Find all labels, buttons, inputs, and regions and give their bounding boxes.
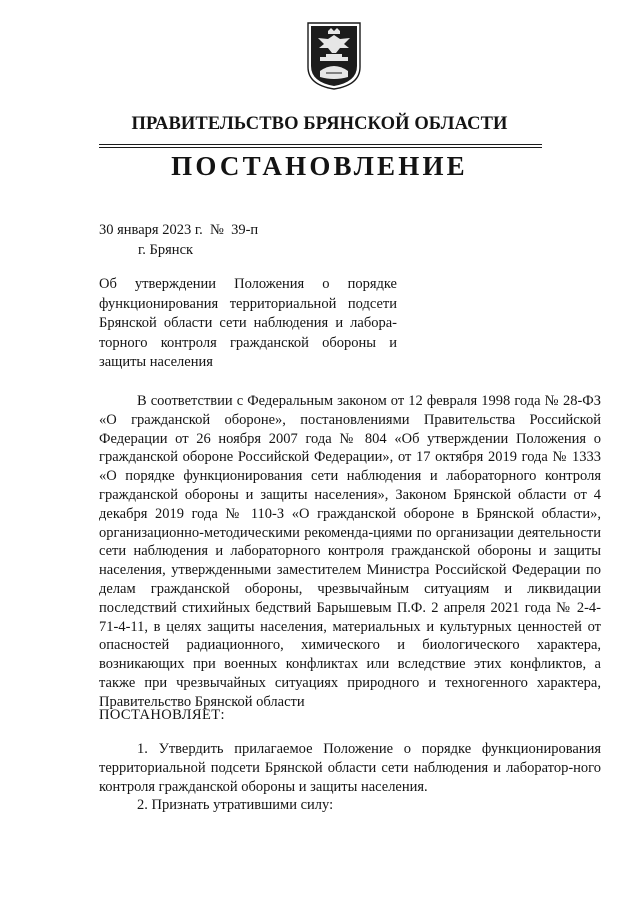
decree-item-2: 2. Признать утратившими силу:: [137, 797, 334, 814]
decree-item-1: 1. Утвердить прилагаемое Положение о порядке функционирования территориальной подсети Брянской области сети наблюдения и лаборатор-ного контроля гражданской обороны и защиты населения.: [99, 741, 601, 795]
place-of-issue: г. Брянск: [138, 242, 194, 258]
document-type-title: ПОСТАНОВЛЕНИЕ: [171, 151, 468, 181]
preamble-paragraph: В соответствии с Федеральным законом от 12 февраля 1998 года № 28-ФЗ «О гражданской обороне», постановлениями Правительства Российской Федерации от 26 ноября 2007 года № 804 «Об утверждении Положения о гражданской обороне Российской Федерации», от 17 октября 2019 года № 1333 «О порядке функционирования сети наблюдения и лабораторного контроля гражданской обороны и защиты населения», Законом Брянской области от 4 декабря 2019 года № 110-З «О гражданской обороне в Брянской области», организационно-методическими рекоменда-циями по организации деятельности сети наблюдения и лабораторного контроля гражданской обороны и защиты населения, утвержденными заместителем Министра Российской Федерации по делам гражданской обороны, чрезвычайным ситуациям и ликвидации последствий стихийных бедствий Барышевым П.Ф. 2 апреля 2021 года № 2-4-71-4-11, в целях защиты населения, материальных и культурных ценностей от опасностей радиационного, химического и биологического характера, возникающих при военных конфликтах или вследствие этих конфликтов, а также при чрезвычайных ситуациях природного и техногенного характера, Правительство Брянской области: [99, 393, 601, 710]
header-rule-bottom: [99, 147, 542, 148]
document-subject: Об утверждении Положения о порядке функционирования территориальной подсети Брянской области сети наблюдения и лабора-торного контроля гражданской обороны и защиты населения: [99, 276, 397, 370]
decree-items: [99, 740, 601, 815]
bryansk-coat-of-arms-icon: [306, 21, 362, 91]
preamble: [99, 392, 601, 712]
header-rule-top: [99, 144, 542, 145]
government-title: ПРАВИТЕЛЬСТВО БРЯНСКОЙ ОБЛАСТИ: [131, 114, 508, 134]
decree-word: ПОСТАНОВЛЯЕТ:: [99, 707, 225, 723]
date-and-number: 30 января 2023 г. № 39-п: [99, 222, 259, 238]
